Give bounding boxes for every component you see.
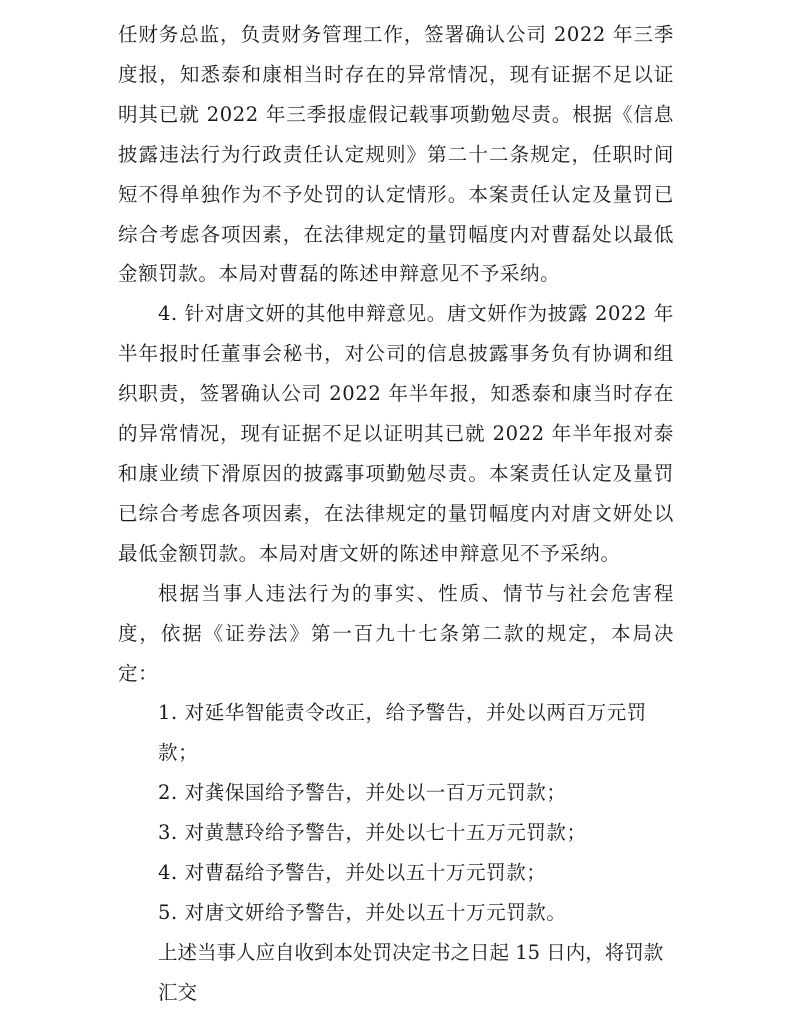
decision-item-5: 5. 对唐文妍给予警告，并处以五十万元罚款。 [158, 900, 567, 924]
decision-item-1: 1. 对延华智能责令改正，给予警告，并处以两百万元罚款； [158, 701, 647, 765]
paragraph-decision-basis: 根据当事人违法行为的事实、性质、情节与社会危害程度，依据《证券法》第一百九十七条第二款的规定，本局决定： [118, 581, 674, 685]
decision-item-3: 3. 对黄慧玲给予警告，并处以七十五万元罚款； [158, 821, 587, 845]
closing-paragraph: 上述当事人应自收到本处罚决定书之日起 15 日内，将罚款汇交 [158, 940, 664, 1004]
paragraph-caolei-continuation: 任财务总监，负责财务管理工作，签署确认公司 2022 年三季度报，知悉泰和康相当时存在的异常情况，现有证据不足以证明其已就 2022 年三季报虚假记载事项勤勉尽责。根据《信息披露违法行为行政责任认定规则》第二十二条规定，任职时间短不得单独作为不予处罚的认定情形。本案责任认定及量罚已综合考虑各项因素，在法律规定的量罚幅度内对曹磊处以最低金额罚款。本局对曹磊的陈述申辩意见不予采纳。 [118, 23, 674, 286]
document-page [118, 15, 674, 1013]
paragraph-tangwenyan-defense: 4. 针对唐文妍的其他申辩意见。唐文妍作为披露 2022 年半年报时任董事会秘书，对公司的信息披露事务负有协调和组织职责，签署确认公司 2022 年半年报，知悉泰和康当时存在的异常情况，现有证据不足以证明其已就 2022 年半年报对泰和康业绩下滑原因的披露事项勤勉尽责。本案责任认定及量罚已综合考虑各项因素，在法律规定的量罚幅度内对唐文妍处以最低金额罚款。本局对唐文妍的陈述申辩意见不予采纳。 [118, 302, 674, 565]
decision-item-4: 4. 对曹磊给予警告，并处以五十万元罚款； [158, 861, 547, 885]
decision-item-2: 2. 对龚保国给予警告，并处以一百万元罚款； [158, 781, 567, 805]
